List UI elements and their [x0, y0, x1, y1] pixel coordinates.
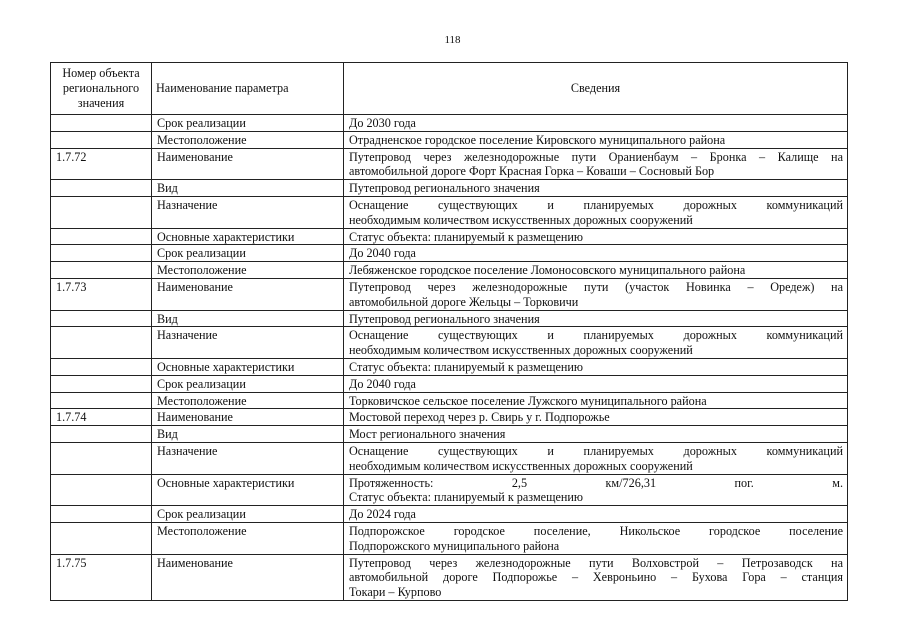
details-line: Путепровод через железнодорожные пути Ораниенбаум – Бронка – Калище на: [349, 149, 843, 164]
header-details: [344, 63, 848, 115]
object-number-cell: [51, 506, 152, 523]
details-line: До 2040 года: [349, 376, 416, 391]
table-row: [51, 358, 848, 375]
details-line: Статус объекта: планируемый к размещению: [349, 490, 584, 505]
table-row: [51, 115, 848, 132]
details-line: автомобильной дороге Подпорожье – Хевроньино – Бухова Гора – станция: [349, 570, 843, 585]
details-line: Токари – Курпово: [349, 585, 442, 600]
table-row: [51, 442, 848, 474]
regional-objects-table: [50, 62, 848, 601]
table-row: [51, 474, 848, 506]
parameter-name-cell: Вид: [152, 310, 344, 327]
header-line: регионального: [62, 81, 140, 96]
parameter-name-cell: Местоположение: [152, 392, 344, 409]
details-cell: [344, 474, 848, 506]
table-row: [51, 131, 848, 148]
details-cell: [344, 131, 848, 148]
parameter-name-cell: Местоположение: [152, 262, 344, 279]
details-line: Подпорожское городское поселение, Никольское городское поселение: [349, 523, 843, 538]
details-cell: [344, 196, 848, 228]
parameter-name-cell: Местоположение: [152, 131, 344, 148]
parameter-name-cell: Основные характеристики: [152, 474, 344, 506]
header-line: Сведения: [570, 81, 621, 96]
table-row: [51, 426, 848, 443]
object-number-cell: [51, 358, 152, 375]
details-line: Отрадненское городское поселение Кировского муниципального района: [349, 132, 726, 147]
parameter-name-cell: Назначение: [152, 442, 344, 474]
object-number-cell: [51, 392, 152, 409]
details-cell: [344, 358, 848, 375]
details-line: До 2024 года: [349, 507, 416, 522]
details-line: Статус объекта: планируемый к размещению: [349, 359, 584, 374]
table-body: [51, 115, 848, 601]
table-header-row: [51, 63, 848, 115]
details-line: Статус объекта: планируемый к размещению: [349, 229, 584, 244]
parameter-name-cell: Срок реализации: [152, 115, 344, 132]
details-line: Подпорожского муниципального района: [349, 538, 560, 553]
details-cell: [344, 228, 848, 245]
object-number-cell: [51, 180, 152, 197]
parameter-name-cell: Вид: [152, 426, 344, 443]
table-row: [51, 262, 848, 279]
parameter-name-cell: Основные характеристики: [152, 358, 344, 375]
parameter-name-cell: Наименование: [152, 554, 344, 600]
details-line: Лебяженское городское поселение Ломоносовского муниципального района: [349, 263, 746, 278]
object-number-cell: [51, 228, 152, 245]
parameter-name-cell: Местоположение: [152, 522, 344, 554]
details-line: Путепровод через железнодорожные пути Волховстрой – Петрозаводск на: [349, 555, 843, 570]
details-cell: [344, 148, 848, 180]
object-number-cell: [51, 262, 152, 279]
details-line: До 2030 года: [349, 116, 416, 130]
object-number-cell: 1.7.75: [51, 554, 152, 600]
table-row: [51, 392, 848, 409]
details-line: Оснащение существующих и планируемых дорожных коммуникаций: [349, 443, 843, 458]
object-number-cell: [51, 196, 152, 228]
details-line: До 2040 года: [349, 246, 416, 261]
object-number-cell: [51, 115, 152, 132]
details-line: автомобильной дороге Форт Красная Горка – Коваши – Сосновый Бор: [349, 164, 715, 179]
table-row: [51, 245, 848, 262]
parameter-name-cell: Основные характеристики: [152, 228, 344, 245]
details-cell: [344, 392, 848, 409]
table-row: [51, 310, 848, 327]
details-line: необходимым количеством искусственных дорожных сооружений: [349, 212, 693, 227]
parameter-name-cell: Срок реализации: [152, 245, 344, 262]
table-row: [51, 409, 848, 426]
table-row: [51, 554, 848, 600]
parameter-name-cell: Наименование: [152, 409, 344, 426]
table-row: [51, 522, 848, 554]
details-line: Оснащение существующих и планируемых дорожных коммуникаций: [349, 328, 843, 343]
details-cell: [344, 180, 848, 197]
parameter-name-cell: Назначение: [152, 196, 344, 228]
details-cell: [344, 554, 848, 600]
table-row: [51, 375, 848, 392]
object-number-cell: [51, 327, 152, 359]
object-number-cell: [51, 426, 152, 443]
details-cell: [344, 506, 848, 523]
details-line: Торковичское сельское поселение Лужского муниципального района: [349, 393, 707, 408]
details-cell: [344, 409, 848, 426]
page-number: 118: [444, 34, 461, 46]
table-row: [51, 180, 848, 197]
details-cell: [344, 310, 848, 327]
details-line: Оснащение существующих и планируемых дорожных коммуникаций: [349, 197, 843, 212]
table-row: [51, 228, 848, 245]
details-line: Протяженность: 2,5 км/726,31 пог. м.: [349, 475, 843, 490]
object-number-cell: 1.7.72: [51, 148, 152, 180]
object-number-cell: [51, 131, 152, 148]
details-line: Мостовой переход через р. Свирь у г. Подпорожье: [349, 410, 610, 425]
details-line: Путепровод регионального значения: [349, 311, 540, 326]
object-number-cell: 1.7.74: [51, 409, 152, 426]
table-row: [51, 196, 848, 228]
details-cell: [344, 278, 848, 310]
table-row: [51, 327, 848, 359]
object-number-cell: [51, 442, 152, 474]
details-cell: [344, 245, 848, 262]
object-number-cell: [51, 522, 152, 554]
details-line: автомобильной дороге Жельцы – Торковичи: [349, 294, 579, 309]
header-line: значения: [77, 95, 125, 110]
object-number-cell: 1.7.73: [51, 278, 152, 310]
object-number-cell: [51, 310, 152, 327]
details-cell: [344, 522, 848, 554]
header-parameter-name: [152, 63, 344, 115]
details-cell: [344, 375, 848, 392]
object-number-cell: [51, 245, 152, 262]
details-line: Путепровод регионального значения: [349, 181, 540, 196]
details-line: необходимым количеством искусственных дорожных сооружений: [349, 343, 693, 358]
details-cell: [344, 327, 848, 359]
details-cell: [344, 262, 848, 279]
parameter-name-cell: Назначение: [152, 327, 344, 359]
object-number-cell: [51, 375, 152, 392]
parameter-name-cell: Вид: [152, 180, 344, 197]
object-number-cell: [51, 474, 152, 506]
details-cell: [344, 426, 848, 443]
parameter-name-cell: Срок реализации: [152, 506, 344, 523]
parameter-name-cell: Срок реализации: [152, 375, 344, 392]
header-object-number: [51, 63, 152, 115]
parameter-name-cell: Наименование: [152, 278, 344, 310]
table-row: [51, 506, 848, 523]
details-cell: [344, 115, 848, 132]
header-line: Наименование параметра: [156, 81, 289, 96]
table-row: [51, 278, 848, 310]
details-cell: [344, 442, 848, 474]
parameter-name-cell: Наименование: [152, 148, 344, 180]
details-line: необходимым количеством искусственных дорожных сооружений: [349, 458, 693, 473]
details-line: Путепровод через железнодорожные пути (участок Новинка – Оредеж) на: [349, 279, 843, 294]
details-line: Мост регионального значения: [349, 427, 506, 442]
table-row: [51, 148, 848, 180]
header-line: Номер объекта: [62, 66, 140, 81]
